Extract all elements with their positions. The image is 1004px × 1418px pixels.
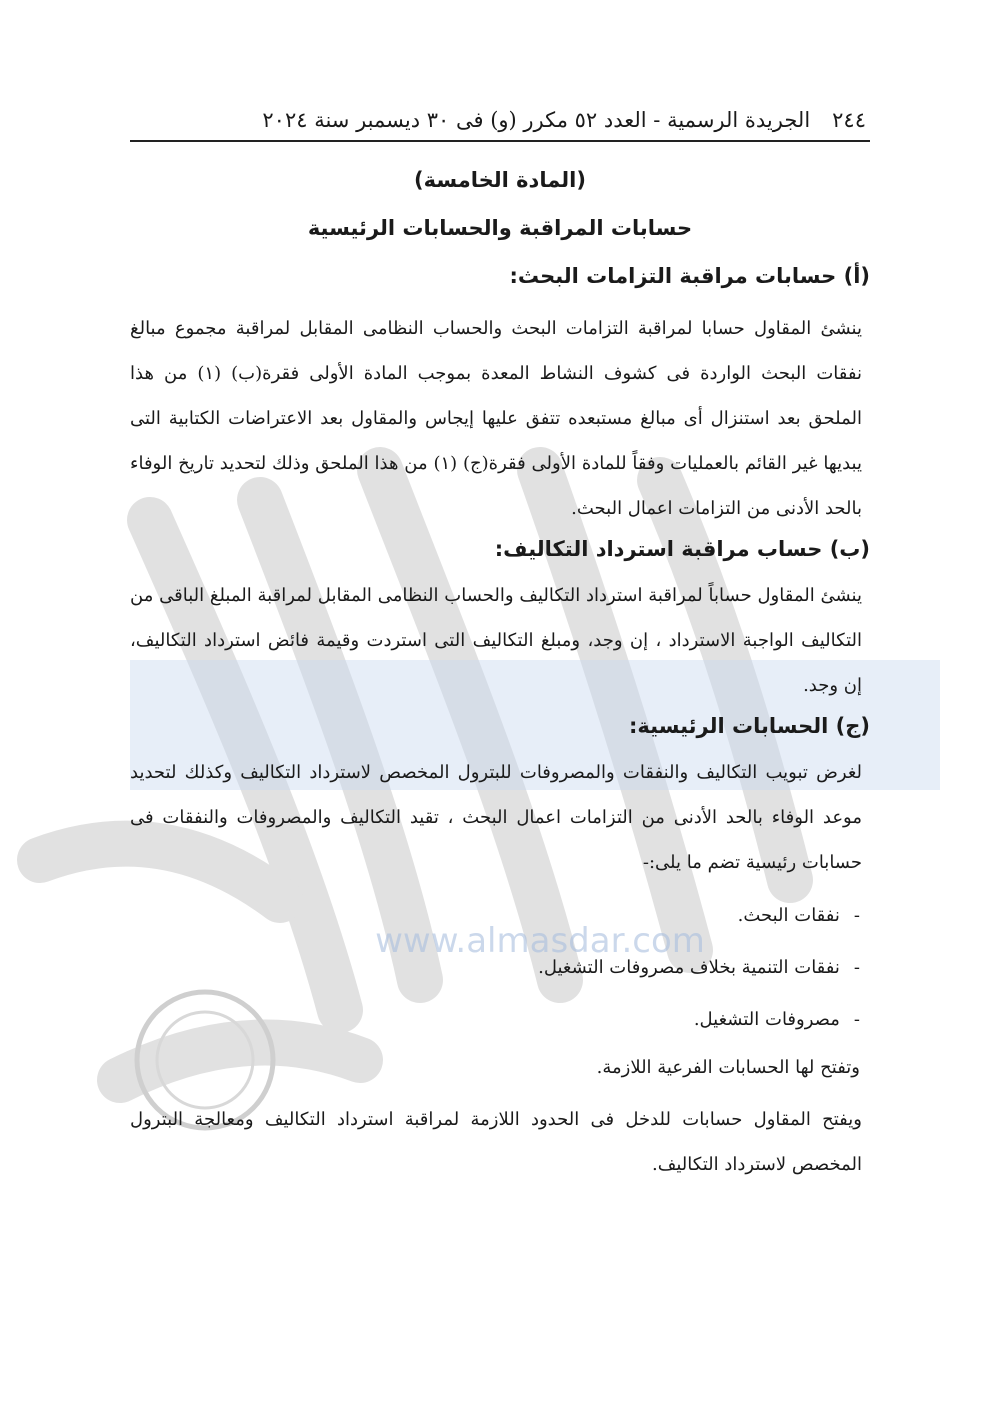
page xyxy=(130,108,870,1187)
article-subtitle: حسابات المراقبة والحسابات الرئيسية xyxy=(307,216,693,240)
gazette-header-text: الجريدة الرسمية - العدد ٥٢ مكرر (و) فى ٣٠ ديسمبر سنة ٢٠٢٤ xyxy=(262,108,811,132)
list-item xyxy=(130,903,870,929)
section-paragraph-c: لغرض تبويب التكاليف والنفقات والمصروفات للبترول المخصص لاسترداد التكاليف وكذلك لتحديد موعد الوفاء بالحد الأدنى من التزامات اعمال البحث ، تقيد التكاليف والمصروفات والنفقات فى حسابات رئيسية تضم ما يلى:- xyxy=(130,762,862,873)
page-number: ٢٤٤ xyxy=(832,108,866,132)
list-item-text: مصروفات التشغيل. xyxy=(693,1009,840,1030)
list-item xyxy=(130,955,870,981)
closing-line: وتفتح لها الحسابات الفرعية اللازمة. xyxy=(596,1057,860,1078)
bullet-marker: - xyxy=(853,905,860,926)
section-heading-c: (ج) الحسابات الرئيسية: xyxy=(629,714,870,738)
bullet-marker: - xyxy=(853,957,860,978)
closing-paragraph: ويفتح المقاول حسابات للدخل فى الحدود اللازمة لمراقبة استرداد التكاليف ومعالجة البترول المخصص لاسترداد التكاليف. xyxy=(130,1109,862,1175)
bullet-marker: - xyxy=(853,1009,860,1030)
page-header xyxy=(130,108,870,142)
section-paragraph-a: ينشئ المقاول حسابا لمراقبة التزامات البحث والحساب النظامى المقابل لمراقبة مجموع مبالغ نفقات البحث الواردة فى كشوف النشاط المعدة بموجب المادة الأولى فقرة(ب) (١) من هذا الملحق بعد استنزال أى مبالغ مستبعده تتفق عليها إيجاس والمقاول بعد الاعتراضات الكتابية التى يبديها غير القائم بالعمليات وفقاً للمادة الأولى فقرة(ج) (١) من هذا الملحق وذلك لتحديد تاريخ الوفاء بالحد الأدنى من التزامات اعمال البحث. xyxy=(130,318,862,519)
watermark-text: www.almasdar.com xyxy=(375,921,705,961)
section-heading-a: (أ) حسابات مراقبة التزامات البحث: xyxy=(509,264,870,288)
list-item-text: نفقات البحث. xyxy=(737,905,840,926)
article-title: (المادة الخامسة) xyxy=(414,168,586,192)
list-item-text: نفقات التنمية بخلاف مصروفات التشغيل. xyxy=(538,957,840,978)
section-heading-b: (ب) حساب مراقبة استرداد التكاليف: xyxy=(494,537,870,561)
section-paragraph-b: ينشئ المقاول حساباً لمراقبة استرداد التكاليف والحساب النظامى المقابل لمراقبة المبلغ الباقى من التكاليف الواجبة الاسترداد ، إن وجد، ومبلغ التكاليف التى استردت وقيمة فائض استرداد التكاليف، إن وجد. xyxy=(130,585,862,696)
list-item xyxy=(130,1007,870,1033)
